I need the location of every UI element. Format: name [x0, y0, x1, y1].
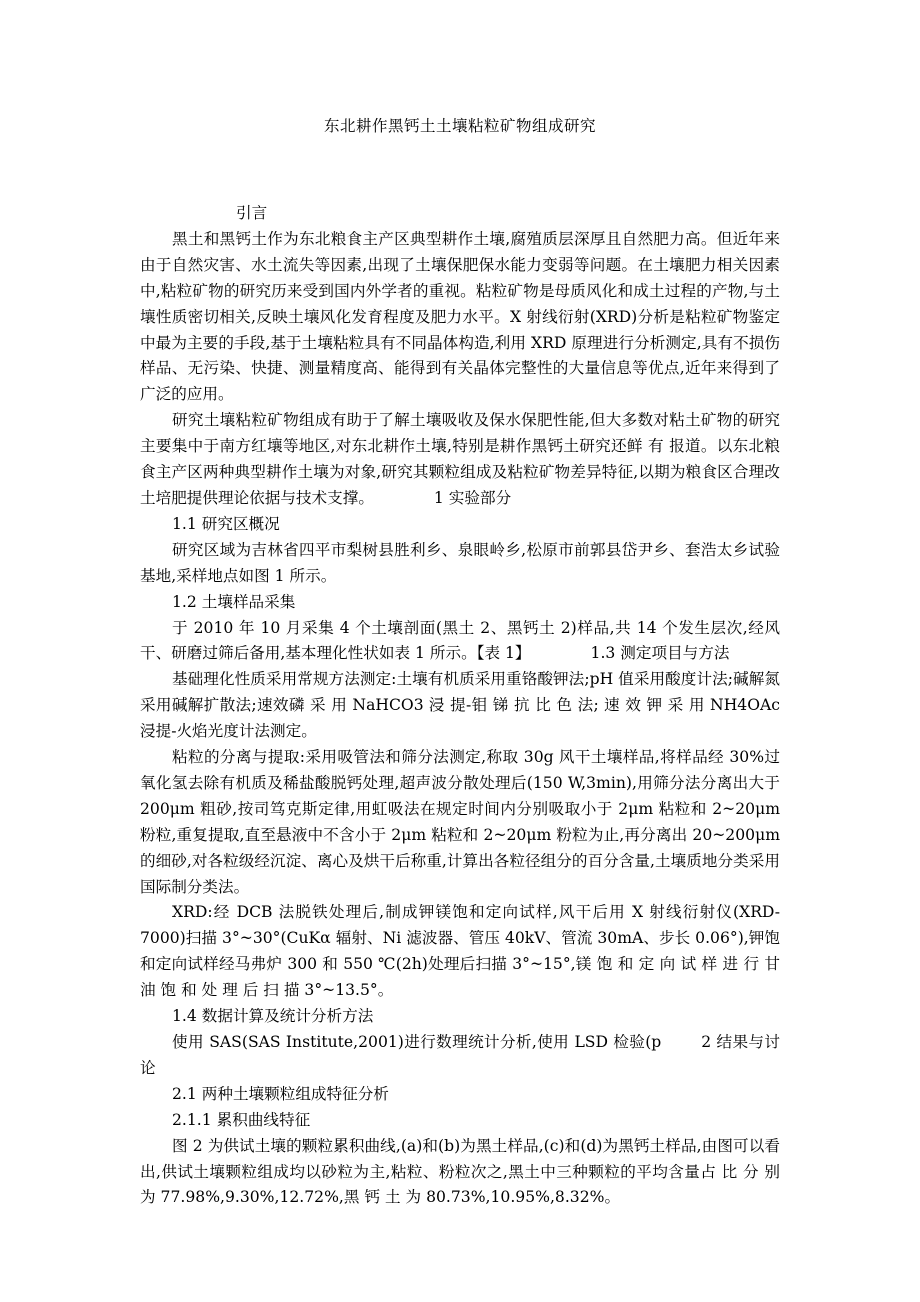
paragraph-4-text: 于 2010 年 10 月采集 4 个土壤剖面(黑土 2、黑钙土 2)样品,共 14 个发生层次,经风干、研磨过筛后备用,基本理化性状如表 1 所示。【表 1】 [140, 618, 780, 663]
paragraph-4 [140, 616, 780, 668]
section-2-1-heading: 2.1 两种土壤颗粒组成特征分析 [172, 1084, 389, 1103]
paragraph-9: 图 2 为供试土壤的颗粒累积曲线,(a)和(b)为黑土样品,(c)和(d)为黑钙土样品,由图可以看出,供试土壤颗粒组成均以砂粒为主,粘粒、粉粒次之,黑土中三种颗粒的平均含量占 比 分 别 为 77.98%,9.30%,12.72%,黑 钙 土 为 80.73%,10.95%,8.32%。 [140, 1136, 780, 1207]
document-title: 东北耕作黑钙土土壤粘粒矿物组成研究 [323, 117, 596, 135]
section-1-1-heading: 1.1 研究区概况 [172, 514, 280, 533]
section-2-1-1-heading: 2.1.1 累积曲线特征 [172, 1110, 311, 1129]
paragraph-3: 研究区域为吉林省四平市梨树县胜利乡、泉眼岭乡,松原市前郭县岱尹乡、套浩太乡试验基地,采样地点如图 1 所示。 [140, 540, 780, 585]
paragraph-1: 黑土和黑钙土作为东北粮食主产区典型耕作土壤,腐殖质层深厚且自然肥力高。但近年来由于自然灾害、水土流失等因素,出现了土壤保肥保水能力变弱等问题。在土壤肥力相关因素中,粘粒矿物的研究历来受到国内外学者的重视。粘粒矿物是母质风化和成土过程的产物,与土壤性质密切相关,反映土壤风化发育程度及肥力水平。X 射线衍射(XRD)分析是粘粒矿物鉴定中最为主要的手段,基于土壤粘粒具有不同晶体构造,利用 XRD 原理进行分析测定,具有不损伤样品、无污染、快捷、测量精度高、能得到有关晶体完整性的大量信息等优点,近年来得到了广泛的应用。 [140, 229, 780, 404]
section-1-4-heading: 1.4 数据计算及统计分析方法 [172, 1007, 374, 1026]
paragraph-6: 粘粒的分离与提取:采用吸管法和筛分法测定,称取 30g 风干土壤样品,将样品经 30%过氧化氢去除有机质及稀盐酸脱钙处理,超声波分散处理后(150 W,3min),用筛分法分离出大于 200μm 粗砂,按司笃克斯定律,用虹吸法在规定时间内分别吸取小于 2μm 粘粒和 2~20μm 粉粒,重复提取,直至悬液中不含小于 2μm 粘粒和 2~20μm 粉粒为止,再分离出 20~200μm 的细砂,对各粒级经沉淀、离心及烘干后称重,计算出各粒径组分的百分含量,土壤质地分类采用国际制分类法。 [140, 748, 780, 896]
document-body [140, 201, 780, 1211]
paragraph-2 [140, 408, 780, 512]
paragraph-8 [140, 1030, 780, 1082]
section-1-3-heading: 1.3 测定项目与方法 [590, 644, 730, 663]
section-1-heading: 1 实验部分 [433, 488, 512, 507]
section-1-2-heading: 1.2 土壤样品采集 [172, 592, 296, 611]
section-2-heading: 2 结果与讨论 [140, 1033, 780, 1077]
paragraph-2-text: 研究土壤粘粒矿物组成有助于了解土壤吸收及保水保肥性能,但大多数对粘土矿物的研究主要集中于南方红壤等地区,对东北耕作土壤,特别是耕作黑钙土研究还鲜 有 报道。以东北粮食主产区两种典型耕作土壤为对象,研究其颗粒组成及粘粒矿物差异特征,以期为粮食区合理改土培肥提供理论依据与技术支撑。 [140, 411, 780, 507]
paragraph-7: XRD:经 DCB 法脱铁处理后,制成钾镁饱和定向试样,风干后用 X 射线衍射仪(XRD-7000)扫描 3°~30°(CuKα 辐射、Ni 滤波器、管压 40kV、管流 30mA、步长 0.06°),钾饱和定向试样经马弗炉 300 和 550 ℃(2h)处理后扫描 3°~15°,镁 饱 和 定 向 试 样 进 行 甘 油 饱 和 处 理 后 扫 描 3°~13.5°。 [140, 903, 780, 1000]
paragraph-5: 基础理化性质采用常规方法测定:土壤有机质采用重铬酸钾法;pH 值采用酸度计法;碱解氮采用碱解扩散法;速效磷 采 用 NaHCO3 浸 提-钼 锑 抗 比 色 法; 速 效 钾 采 用 NH4OAc 浸提-火焰光度计法测定。 [140, 670, 780, 741]
paragraph-8-text: 使用 SAS(SAS Institute,2001)进行数理统计分析,使用 LSD 检验(p [172, 1033, 662, 1051]
intro-heading: 引言 [236, 204, 268, 222]
